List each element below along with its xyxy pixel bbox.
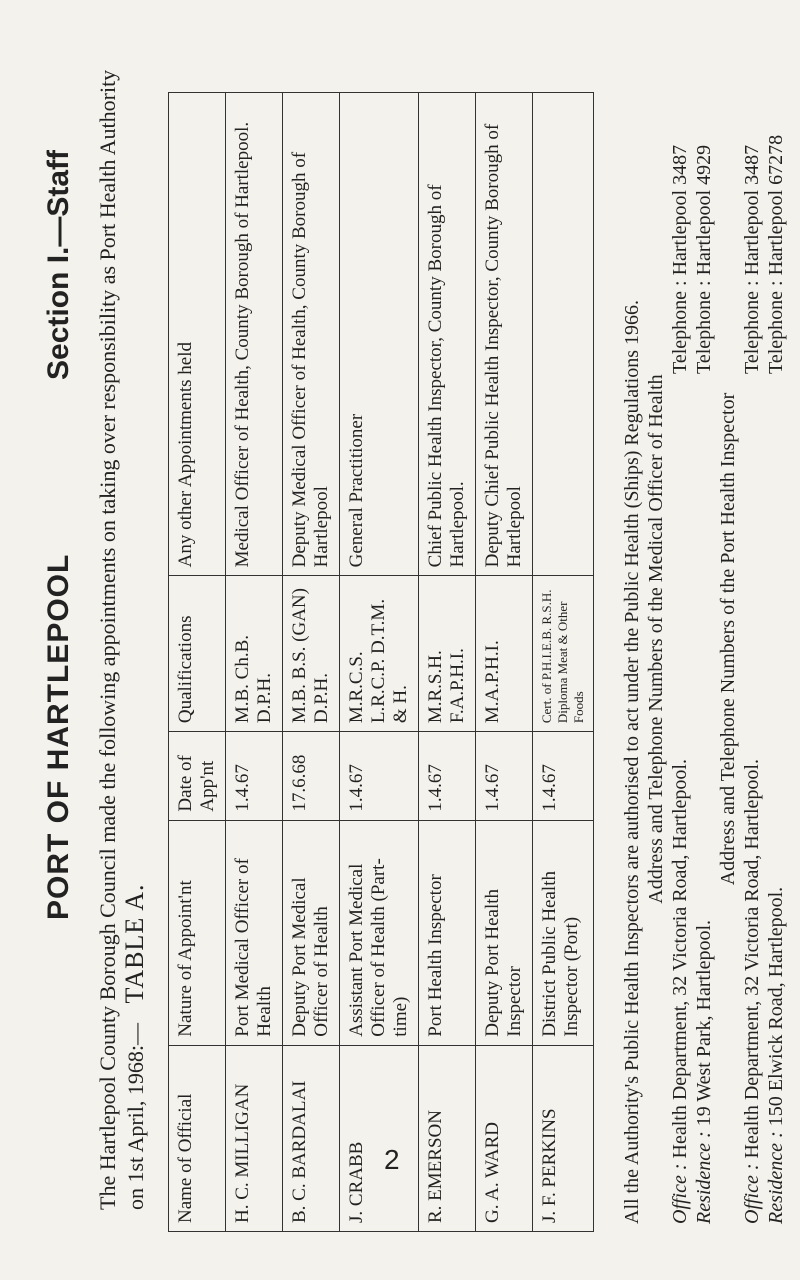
phi-heading: Address and Telephone Numbers of the Port Health Inspector — [717, 392, 739, 886]
intro-paragraph — [94, 60, 149, 1210]
cell-date: 1.4.67 — [476, 732, 533, 820]
mo-residence-address: 19 West Park, Hartlepool. — [693, 919, 715, 1127]
cell-qualifications: M.R.S.H. F.A.P.H.I. — [419, 576, 476, 732]
phi-office-line — [740, 54, 764, 1224]
table-label: TABLE A. — [120, 883, 149, 1004]
mo-heading: Address and Telephone Numbers of the Medical Officer of Health — [645, 374, 667, 904]
mo-residence-label: Residence : — [693, 1131, 715, 1224]
cell-nature: District Public Health Inspector (Port) — [533, 820, 594, 1045]
cell-other: Medical Officer of Health, County Borough of Hartlepool. — [226, 93, 283, 576]
rotated-content — [20, 40, 787, 1240]
page-number: 2 — [384, 1144, 400, 1175]
cell-date: 1.4.67 — [533, 732, 594, 820]
mo-office-address: Health Department, 32 Victoria Road, Hartlepool. — [669, 759, 691, 1159]
phi-residence-telephone: Telephone : Hartlepool 67278 — [765, 134, 787, 374]
phi-office-label: Office : — [741, 1163, 763, 1224]
table-row — [419, 93, 476, 1232]
cell-name: R. EMERSON — [419, 1045, 476, 1231]
cell-nature: Deputy Port Health Inspector — [476, 820, 533, 1045]
phi-residence-line — [764, 54, 788, 1224]
header-date: Date of App'nt — [169, 732, 226, 820]
cell-qualifications: M.A.P.H.I. — [476, 576, 533, 732]
table-row — [476, 93, 533, 1232]
table-row — [283, 93, 340, 1232]
phi-office-address: Health Department, 32 Victoria Road, Hartlepool. — [741, 759, 763, 1159]
cell-date: 17.6.68 — [283, 732, 340, 820]
cell-other — [533, 93, 594, 576]
cell-name: G. A. WARD — [476, 1045, 533, 1231]
cell-qualifications: M.B. B.S. (GAN) D.P.H. — [283, 576, 340, 732]
cell-nature: Assistant Port Medical Officer of Health (Part-time) — [340, 820, 419, 1045]
cell-qualifications: M.B. Ch.B. D.P.H. — [226, 576, 283, 732]
cell-other: Deputy Medical Officer of Health, County Borough of Hartlepool — [283, 93, 340, 576]
mo-office-label: Office : — [669, 1163, 691, 1224]
cell-date: 1.4.67 — [226, 732, 283, 820]
cell-nature: Port Medical Officer of Health — [226, 820, 283, 1045]
cell-qualifications: M.R.C.S. L.R.C.P. D.T.M. & H. — [340, 576, 419, 732]
cell-other: Chief Public Health Inspector, County Borough of Hartlepool. — [419, 93, 476, 576]
mo-office-line — [668, 54, 692, 1224]
header-other: Any other Appointments held — [169, 93, 226, 576]
cell-other: General Practitioner — [340, 93, 419, 576]
section-title: Section I.—Staff — [42, 149, 75, 380]
cell-name: J. CRABB — [340, 1045, 419, 1231]
cell-date: 1.4.67 — [340, 732, 419, 820]
phi-residence-address: 150 Elwick Road, Hartlepool. — [765, 886, 787, 1127]
table-row — [340, 93, 419, 1232]
cell-name: H. C. MILLIGAN — [226, 1045, 283, 1231]
cell-qualifications: Cert. of P.H.I.E.B. R.S.H. Diploma Meat & Other Foods — [533, 576, 594, 732]
title-bar — [42, 40, 102, 1240]
cell-date: 1.4.67 — [419, 732, 476, 820]
cell-name: J. F. PERKINS — [533, 1045, 594, 1231]
phi-residence-label: Residence : — [765, 1131, 787, 1224]
table-row — [533, 93, 594, 1232]
cell-nature: Deputy Port Medical Officer of Health — [283, 820, 340, 1045]
mo-residence-telephone: Telephone : Hartlepool 4929 — [693, 144, 715, 374]
header-name: Name of Official — [169, 1045, 226, 1231]
cell-nature: Port Health Inspector — [419, 820, 476, 1045]
footer-notes — [620, 54, 788, 1224]
cell-other: Deputy Chief Public Health Inspector, County Borough of Hartlepool — [476, 93, 533, 576]
staff-table — [168, 92, 594, 1232]
authorisation-note: All the Authority's Public Health Inspectors are authorised to act under the Public Health (Ships) Regulations 1966. — [621, 300, 643, 1224]
phi-office-telephone: Telephone : Hartlepool 3487 — [741, 144, 763, 374]
header-nature: Nature of Appoint'nt — [169, 820, 226, 1045]
table-header-row — [169, 93, 226, 1232]
header-qualifications: Qualifications — [169, 576, 226, 732]
mo-residence-line — [692, 54, 716, 1224]
page-title: PORT OF HARTLEPOOL — [42, 553, 75, 920]
mo-office-telephone: Telephone : Hartlepool 3487 — [669, 144, 691, 374]
table-row — [226, 93, 283, 1232]
intro-text: The Hartlepool County Borough Council made the following appointments on taking over responsibility as Port Health Authority on 1st April, 1968:— — [95, 69, 148, 1210]
cell-name: B. C. BARDALAI — [283, 1045, 340, 1231]
